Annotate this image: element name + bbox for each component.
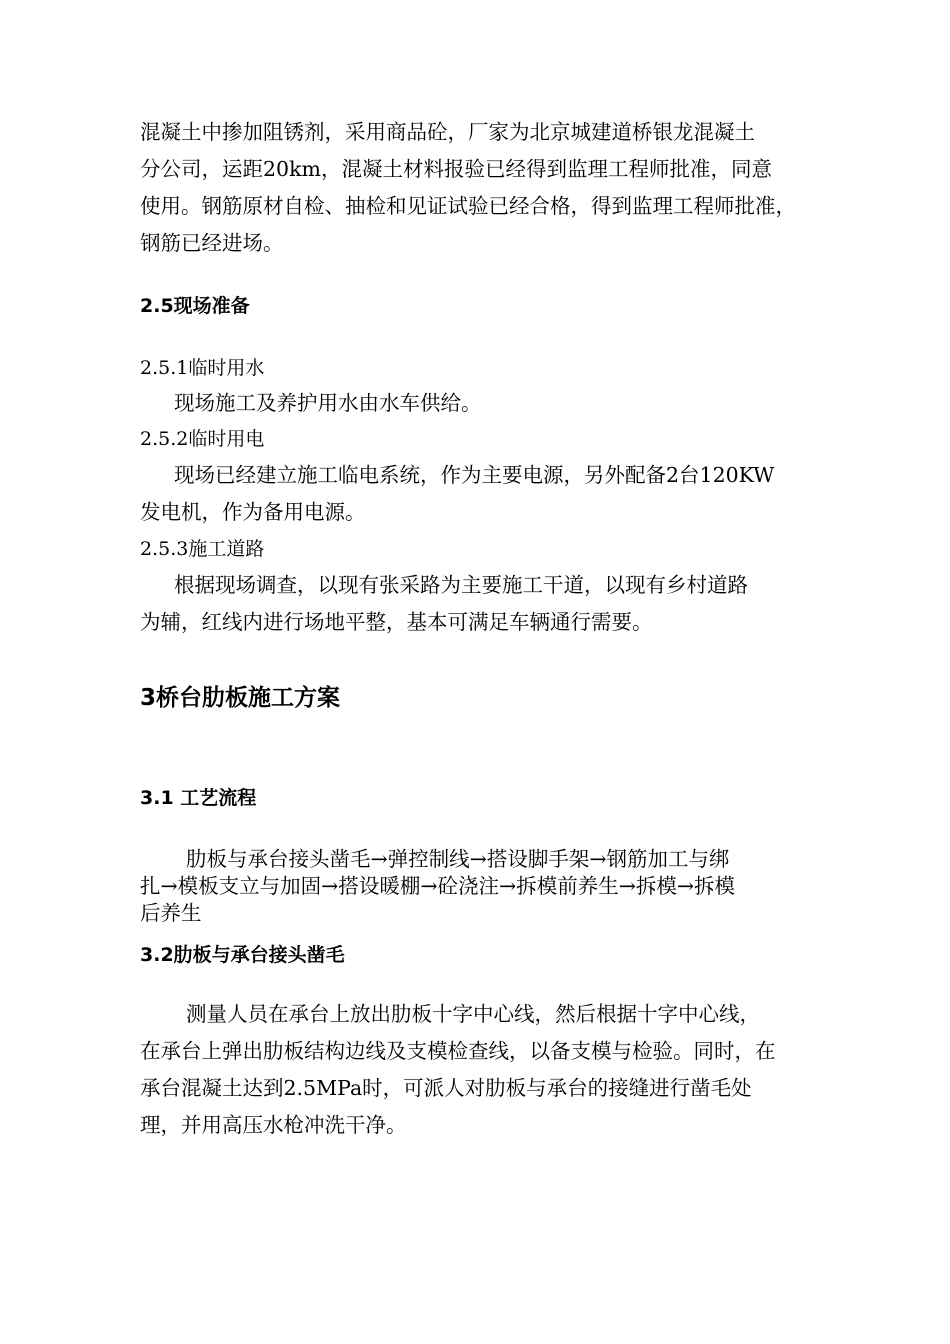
text-line: 承台混凝土达到2.5MPa时，可派人对肋板与承台的接缝进行凿毛处 [140, 1076, 752, 1100]
text-line: 发电机，作为备用电源。 [140, 500, 366, 524]
section-heading-3: 3桥台肋板施工方案 [140, 685, 341, 711]
text-line: 混凝土中掺加阻锈剂，采用商品砼，厂家为北京城建道桥银龙混凝土 [140, 120, 755, 144]
process-flow-paragraph [140, 846, 820, 927]
text-line: 根据现场调查，以现有张采路为主要施工干道，以现有乡村道路 [174, 573, 748, 597]
section-heading-3-1: 3.1 工艺流程 [140, 787, 257, 809]
text-line: 使用。钢筋原材自检、抽检和见证试验已经合格，得到监理工程师批准， [140, 194, 796, 218]
subsection-heading-2-5-1: 2.5.1临时用水 [140, 357, 265, 379]
text-line: 为辅，红线内进行场地平整，基本可满足车辆通行需要。 [140, 610, 653, 634]
power-paragraph [140, 457, 820, 531]
text-line: 分公司，运距20km，混凝土材料报验已经得到监理工程师批准，同意 [140, 157, 772, 181]
text-line: 在承台上弹出肋板结构边线及支模检查线，以备支模与检验。同时，在 [140, 1039, 776, 1063]
text-line: 肋板与承台接头凿毛→弹控制线→搭设脚手架→钢筋加工与绑 [186, 847, 730, 871]
subsection-heading-2-5-2: 2.5.2临时用电 [140, 428, 265, 450]
road-paragraph [140, 567, 820, 641]
intro-paragraph [140, 114, 820, 262]
text-line: 测量人员在承台上放出肋板十字中心线，然后根据十字中心线， [186, 1002, 760, 1026]
text-line: 后养生 [140, 901, 202, 925]
text-line: 理，并用高压水枪冲洗干净。 [140, 1113, 407, 1137]
subsection-heading-2-5-3: 2.5.3施工道路 [140, 538, 265, 560]
section-heading-3-2: 3.2肋板与承台接头凿毛 [140, 944, 345, 966]
section-heading-2-5: 2.5现场准备 [140, 295, 250, 317]
water-paragraph: 现场施工及养护用水由水车供给。 [174, 391, 482, 415]
text-line: 扎→模板支立与加固→搭设暖棚→砼浇注→拆模前养生→拆模→拆模 [140, 874, 736, 898]
text-line: 现场已经建立施工临电系统，作为主要电源，另外配备2台120KW [174, 463, 775, 487]
text-line: 钢筋已经进场。 [140, 231, 284, 255]
chiseling-paragraph [140, 996, 820, 1144]
